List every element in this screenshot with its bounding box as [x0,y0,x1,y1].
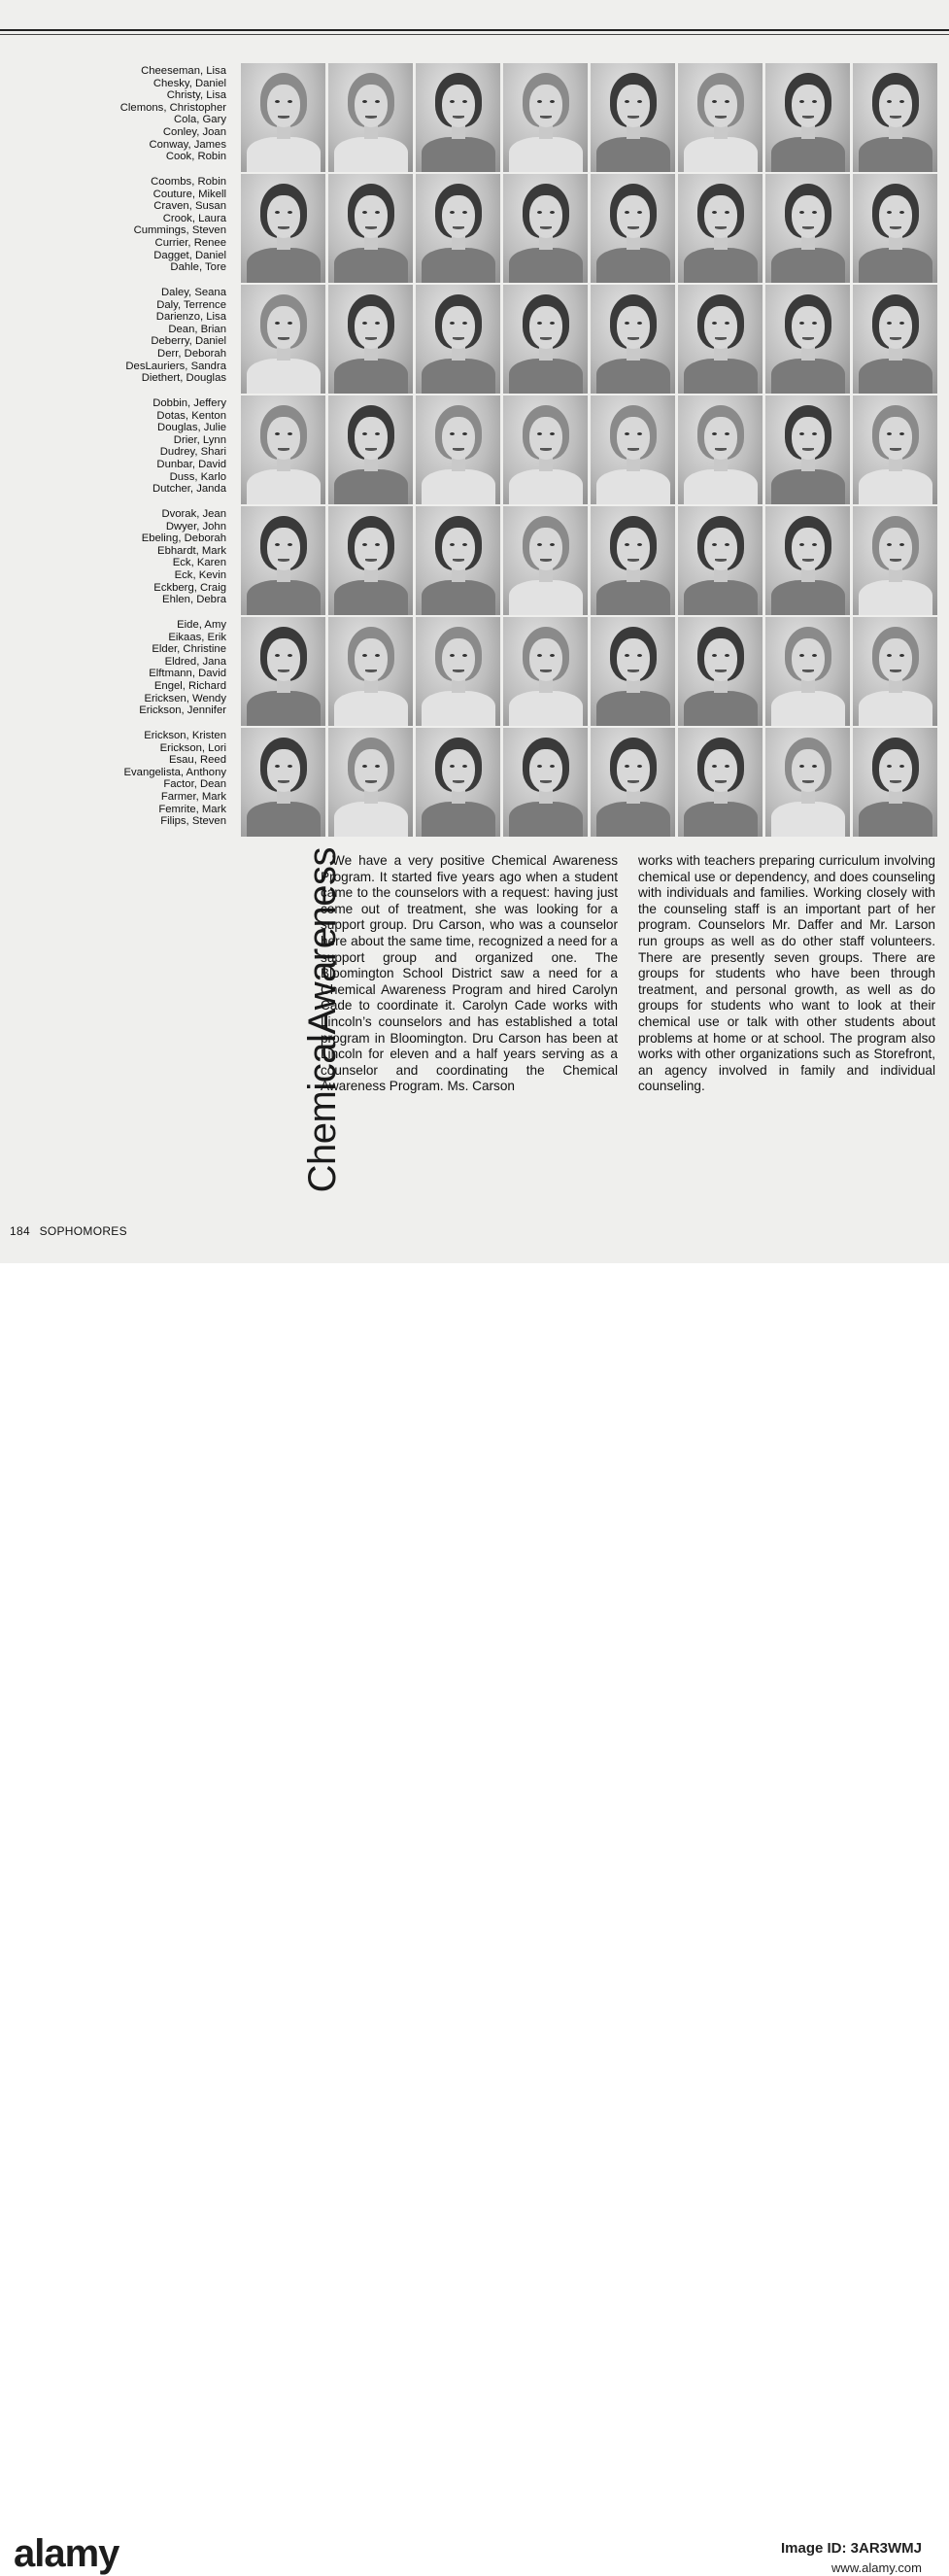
student-name: Femrite, Mark [158,803,226,815]
student-portrait [328,506,413,615]
student-portrait [591,285,675,394]
student-name: DesLauriers, Sandra [125,360,226,372]
student-name: Conley, Joan [162,125,226,138]
student-name: Cola, Gary [174,114,226,126]
student-portrait [765,506,850,615]
article-column-2 [638,853,935,1095]
student-name: Duss, Karlo [169,470,226,483]
student-name: Dotas, Kenton [156,409,226,422]
student-name: Filips, Steven [160,815,226,828]
student-portrait [416,285,500,394]
student-portrait [241,728,325,837]
yearbook-page [0,0,949,1263]
student-name: Eck, Kevin [174,568,226,581]
student-portrait [241,63,325,172]
student-portrait [503,285,588,394]
student-portrait [765,63,850,172]
student-portrait [328,395,413,504]
student-portrait [241,285,325,394]
portrait-row [241,63,942,172]
student-name: Christy, Lisa [166,89,226,102]
student-portrait [678,617,763,726]
name-list [58,287,226,385]
student-portrait [678,395,763,504]
student-portrait [416,174,500,283]
brand-logo: alamy [14,2532,119,2575]
article-title: ChemicalAwareness [301,847,344,1193]
student-name: Diethert, Douglas [141,372,226,385]
student-portrait [416,506,500,615]
name-list [58,619,226,717]
student-name: Dobbin, Jeffery [153,397,226,409]
image-info [781,2540,922,2575]
student-portrait [678,63,763,172]
student-name: Elftmann, David [149,668,226,680]
student-portrait [416,617,500,726]
page-footer [10,1224,127,1238]
student-portrait [416,63,500,172]
section-name: SOPHOMORES [39,1224,127,1238]
student-portrait [241,617,325,726]
student-portrait [678,506,763,615]
student-name: Ebeling, Deborah [141,532,226,545]
student-portrait [503,728,588,837]
student-name: Eide, Amy [177,619,226,631]
student-name: Dvorak, Jean [161,508,226,520]
student-name: Crook, Laura [162,212,226,224]
student-portrait [591,395,675,504]
student-portrait [765,728,850,837]
student-portrait [591,174,675,283]
student-name: Ericksen, Wendy [144,692,226,704]
student-portrait [591,506,675,615]
student-name: Ehlen, Debra [162,594,226,606]
student-portrait [503,174,588,283]
student-name: Elder, Christine [152,643,226,656]
top-rule [0,29,949,31]
student-name: Daley, Seana [161,287,226,298]
page-number: 184 [10,1224,30,1238]
student-portrait [503,617,588,726]
article-paragraph-2: works with teachers preparing curriculum involving chemical use or dependency, and does counseling with individuals and families. Working closely with the counseling staff is an important part of her program. Counselors Mr. Daffer and Mr. Larson run groups as well as do other staff volunteers. There are presently seven groups. There are groups for students who have been through treatment, and personal growth, as well as do groups for students who want to look at their chemical use or talk with other students about problems at home or at school. The program also works with other organizations such as Storefront, an agency involved in family and individual counseling. [638,853,935,1094]
student-name: Couture, Mikell [153,188,226,200]
portrait-row [241,174,942,283]
student-name: Dean, Brian [168,323,226,335]
student-portrait [241,506,325,615]
student-portrait [853,285,937,394]
portrait-row [241,395,942,504]
student-portrait [591,617,675,726]
student-portrait [678,285,763,394]
student-name: Erickson, Kristen [144,730,226,741]
student-name: Clemons, Christopher [119,101,226,114]
portrait-row [241,617,942,726]
student-portrait [328,63,413,172]
student-name: Dagget, Daniel [153,249,226,261]
student-name: Eckberg, Craig [153,581,226,594]
student-name: Conway, James [149,138,226,151]
student-name: Dunbar, David [156,458,226,470]
student-name: Derr, Deborah [157,347,226,360]
student-portrait [416,728,500,837]
student-name: Chesky, Daniel [153,77,226,89]
student-portrait [328,728,413,837]
image-id: Image ID: 3AR3WMJ [780,2540,922,2557]
student-portrait [765,617,850,726]
student-name: Daly, Terrence [156,298,226,311]
student-name: Engel, Richard [153,679,226,692]
student-name: Evangelista, Anthony [123,766,226,778]
portrait-row [241,506,942,615]
site-url: www.alamy.com [831,2560,922,2575]
student-name: Cummings, Steven [133,224,226,237]
student-portrait [678,728,763,837]
name-list [58,397,226,496]
student-name: Dahle, Tore [170,261,226,274]
watermark-banner [0,1263,949,2575]
student-name: Drier, Lynn [173,433,226,446]
student-portrait [503,395,588,504]
student-name: Craven, Susan [153,200,226,213]
student-portrait [765,174,850,283]
student-name: Coombs, Robin [151,176,226,188]
top-rule-thin [0,34,949,35]
student-portrait [765,285,850,394]
student-name: Factor, Dean [163,778,226,791]
student-portrait [853,728,937,837]
student-portrait [591,63,675,172]
student-name: Dwyer, John [165,520,226,532]
name-list [58,508,226,606]
student-name: Currier, Renee [154,236,226,249]
article-paragraph-1: We have a very positive Chemical Awareness Program. It started five years ago when a student came to the counselors with a request: having just come out of treatment, she was looking for a support group. Dru Carson, who was a counselor here about the same time, recognized a need for a support group and organized one. The Bloomington School District saw a need for a Chemical Awareness Program and hired Carolyn Cade to coordinate it. Carolyn Cade works with Lincoln’s counselors and has established a total program in Bloomington. Dru Carson has been at Lincoln for eleven and a half years serving as a counselor and coordinating the Chemical Awareness Program. Ms. Carson [321,853,618,1094]
student-name: Erickson, Lori [159,741,226,754]
student-name: Ebhardt, Mark [157,544,226,557]
name-list [58,176,226,274]
student-portrait [328,285,413,394]
student-portrait [853,617,937,726]
article-column-1 [321,853,618,1095]
article-title-wrap [264,847,344,1263]
student-name: Cheeseman, Lisa [141,65,226,77]
student-name: Dutcher, Janda [153,483,226,496]
student-portrait [853,395,937,504]
student-portrait [503,63,588,172]
student-portrait [328,174,413,283]
student-name: Erickson, Jennifer [139,704,226,717]
name-list [58,730,226,828]
student-portrait [853,174,937,283]
student-portrait [678,174,763,283]
portrait-row [241,285,942,394]
student-name: Dudrey, Shari [159,446,226,459]
student-name: Eldred, Jana [164,655,226,668]
student-portrait [853,63,937,172]
name-list [58,65,226,163]
portrait-row [241,728,942,837]
student-name: Deberry, Daniel [151,335,226,348]
student-name: Eck, Karen [172,557,226,569]
student-name: Esau, Reed [168,754,226,767]
student-portrait [416,395,500,504]
student-name: Cook, Robin [165,151,226,163]
student-portrait [765,395,850,504]
student-portrait [503,506,588,615]
student-portrait [241,395,325,504]
student-name: Douglas, Julie [157,422,226,434]
student-portrait [853,506,937,615]
student-name: Darienzo, Lisa [155,311,226,324]
student-portrait [328,617,413,726]
student-name: Eikaas, Erik [168,631,226,643]
student-name: Farmer, Mark [160,790,226,803]
student-portrait [241,174,325,283]
student-portrait [591,728,675,837]
